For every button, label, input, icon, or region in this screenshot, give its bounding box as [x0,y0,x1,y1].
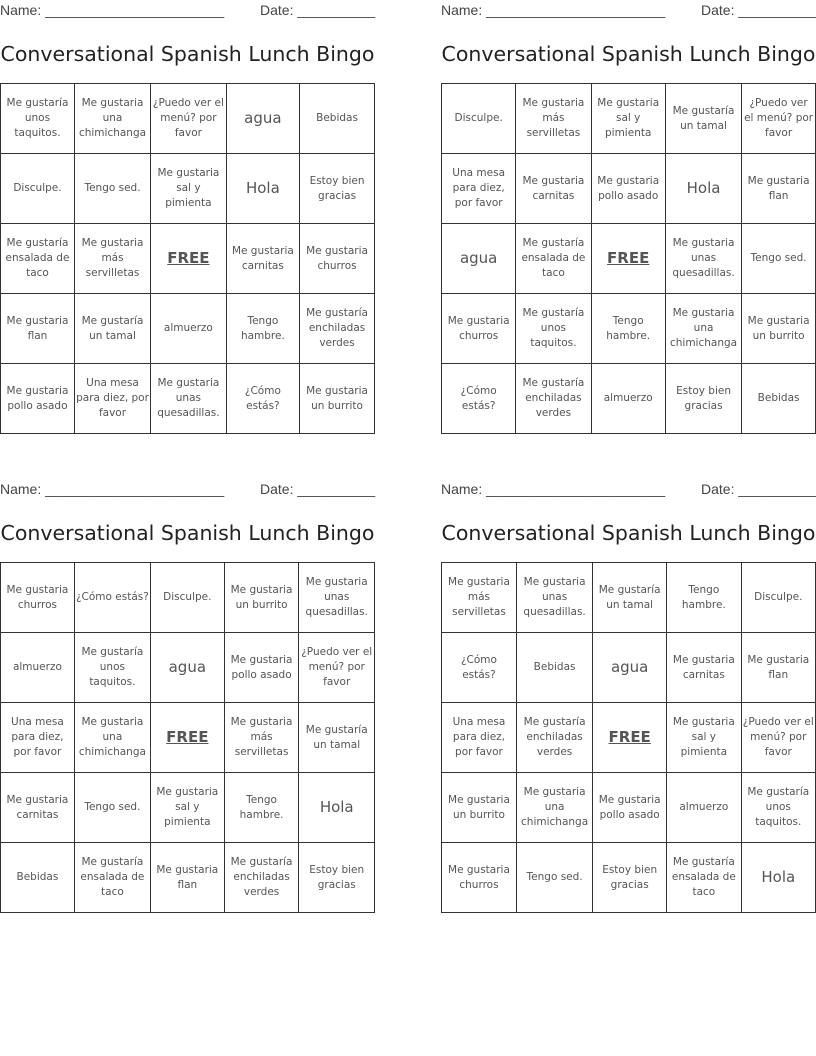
bingo-cell: ¿Cómo estás? [226,364,299,434]
bingo-cell: Me gustaría ensalada de taco [516,224,591,294]
bingo-row [1,154,375,224]
name-field: Name: _______________________ [0,481,225,497]
bingo-cell: ¿Cómo estás? [74,563,150,633]
card-title: Conversational Spanish Lunch Bingo [441,521,816,545]
bingo-cell: Me gustaria una chimichanga [516,773,592,843]
bingo-cell: Hola [665,154,741,224]
bingo-cell: Me gustaría un tamal [665,84,741,154]
bingo-cell: Me gustaria más servilletas [74,224,150,294]
bingo-cell: Me gustaria una chimichanga [74,84,150,154]
bingo-cell: Me gustaría enchiladas verdes [224,843,299,913]
bingo-cell: Bebidas [300,84,375,154]
bingo-cell: Me gustaría enchiladas verdes [516,703,592,773]
bingo-cell: agua [226,84,299,154]
bingo-cell: Tengo sed. [516,843,592,913]
card-title: Conversational Spanish Lunch Bingo [441,42,816,66]
free-space-cell: FREE [151,224,227,294]
bingo-cell: agua [150,633,224,703]
bingo-cell: Me gustaria carnitas [226,224,299,294]
date-field: Date: __________ [701,481,816,497]
bingo-cell: Me gustaria una chimichanga [74,703,150,773]
bingo-cell: Hola [741,843,815,913]
bingo-cell: ¿Puedo ver el menú? por favor [742,84,816,154]
date-field: Date: __________ [260,481,376,497]
bingo-cell: Me gustaria churros [1,563,75,633]
name-field: Name: _______________________ [441,481,666,497]
free-space-cell: FREE [593,703,667,773]
bingo-row [442,563,816,633]
bingo-row [442,364,816,434]
bingo-cell: Disculpe. [442,84,516,154]
bingo-cell: Me gustaría ensalada de taco [1,224,75,294]
bingo-card-1 [0,0,375,432]
bingo-cell: Me gustaría un tamal [299,703,375,773]
bingo-cell: Me gustaria sal y pimienta [667,703,741,773]
bingo-cell: Disculpe. [150,563,224,633]
bingo-cell: Me gustaría unos taquitos. [74,633,150,703]
bingo-grid [441,562,816,913]
bingo-cell: Tengo sed. [742,224,816,294]
bingo-cell: Hola [299,773,375,843]
bingo-cell: ¿Cómo estás? [442,364,516,434]
date-field: Date: __________ [260,2,376,18]
bingo-row [442,703,816,773]
bingo-cell: Me gustaria pollo asado [593,773,667,843]
bingo-row [1,773,375,843]
bingo-card-3 [0,479,375,911]
name-date-row [441,481,816,499]
free-space-cell: FREE [150,703,224,773]
bingo-cell: ¿Cómo estás? [442,633,517,703]
bingo-card-2 [441,0,816,432]
bingo-cell: Me gustaria flan [742,154,816,224]
bingo-row [442,773,816,843]
bingo-cell: Me gustaria pollo asado [1,364,75,434]
bingo-cell: Me gustaría ensalada de taco [74,843,150,913]
bingo-cell: Me gustaria carnitas [667,633,741,703]
bingo-cell: Una mesa para diez, por favor [442,154,516,224]
bingo-cell: Me gustaria sal y pimienta [151,154,227,224]
bingo-row [1,563,375,633]
bingo-row [442,84,816,154]
bingo-cell: Me gustaria unas quesadillas. [516,563,592,633]
bingo-cell: agua [442,224,516,294]
bingo-cell: Bebidas [742,364,816,434]
bingo-cell: Una mesa para diez, por favor [442,703,517,773]
name-field: Name: _______________________ [441,2,666,18]
card-title: Conversational Spanish Lunch Bingo [0,42,375,66]
bingo-cell: ¿Puedo ver el menú? por favor [741,703,815,773]
bingo-cell: Me gustaria un burrito [224,563,299,633]
bingo-cell: Me gustaria un burrito [442,773,517,843]
bingo-cell: almuerzo [151,294,227,364]
bingo-cell: Me gustaria carnitas [516,154,591,224]
bingo-cell: Estoy bien gracias [299,843,375,913]
bingo-cell: Bebidas [516,633,592,703]
bingo-cell: Me gustaria churros [442,843,517,913]
bingo-cell: Una mesa para diez, por favor [74,364,150,434]
card-title: Conversational Spanish Lunch Bingo [0,521,375,545]
bingo-cell: Me gustaria pollo asado [591,154,665,224]
bingo-cell: Disculpe. [741,563,815,633]
bingo-cell: Me gustaria sal y pimienta [150,773,224,843]
bingo-cell: Estoy bien gracias [300,154,375,224]
bingo-cell: Me gustaría unos taquitos. [741,773,815,843]
bingo-row [1,703,375,773]
bingo-row [442,633,816,703]
bingo-cell: Tengo hambre. [226,294,299,364]
bingo-cell: Me gustaria churros [442,294,516,364]
bingo-cell: Una mesa para diez, por favor [1,703,75,773]
bingo-cell: Me gustaria carnitas [1,773,75,843]
bingo-cell: Disculpe. [1,154,75,224]
bingo-row [442,294,816,364]
bingo-cell: Tengo sed. [74,154,150,224]
bingo-cell: Me gustaria un burrito [742,294,816,364]
bingo-row [442,154,816,224]
bingo-cell: Me gustaria más servilletas [224,703,299,773]
name-date-row [0,2,375,20]
bingo-cell: Me gustaria más servilletas [516,84,591,154]
bingo-cell: Bebidas [1,843,75,913]
bingo-cell: Me gustaria flan [741,633,815,703]
bingo-cell: Tengo hambre. [591,294,665,364]
bingo-cell: Me gustaria sal y pimienta [591,84,665,154]
bingo-cell: Tengo sed. [74,773,150,843]
bingo-cell: Me gustaria flan [1,294,75,364]
bingo-cell: Me gustaria unas quesadillas. [151,364,227,434]
bingo-cell: Me gustaría un tamal [593,563,667,633]
bingo-cell: Tengo hambre. [667,563,741,633]
bingo-cell: Tengo hambre. [224,773,299,843]
bingo-cell: Me gustaria más servilletas [442,563,517,633]
bingo-grid [441,83,816,434]
bingo-cell: Me gustaría un tamal [74,294,150,364]
bingo-cell: Me gustaría unos taquitos. [1,84,75,154]
free-space-cell: FREE [591,224,665,294]
date-field: Date: __________ [701,2,816,18]
bingo-cell: almuerzo [1,633,75,703]
bingo-grid [0,83,375,434]
bingo-cell: agua [593,633,667,703]
bingo-cell: almuerzo [591,364,665,434]
bingo-cell: ¿Puedo ver el menú? por favor [299,633,375,703]
bingo-cell: Me gustaria unas quesadillas. [665,224,741,294]
bingo-row [1,294,375,364]
bingo-cell: Me gustaria pollo asado [224,633,299,703]
bingo-row [1,224,375,294]
bingo-cell: almuerzo [667,773,741,843]
bingo-cell: Hola [226,154,299,224]
bingo-cell: Estoy bien gracias [665,364,741,434]
bingo-cell: Me gustaria unas quesadillas. [299,563,375,633]
bingo-cell: Me gustaría unos taquitos. [516,294,591,364]
bingo-row [1,633,375,703]
bingo-row [1,84,375,154]
bingo-cell: Me gustaria flan [150,843,224,913]
bingo-row [1,364,375,434]
bingo-cell: ¿Puedo ver el menú? por favor [151,84,227,154]
name-date-row [0,481,375,499]
bingo-cell: Me gustaria un burrito [300,364,375,434]
bingo-row [1,843,375,913]
bingo-cell: Me gustaria churros [300,224,375,294]
bingo-card-4 [441,479,816,911]
bingo-row [442,224,816,294]
bingo-cell: Me gustaría enchiladas verdes [300,294,375,364]
bingo-grid [0,562,375,913]
bingo-row [442,843,816,913]
bingo-cell: Me gustaría enchiladas verdes [516,364,591,434]
bingo-cell: Estoy bien gracias [593,843,667,913]
name-date-row [441,2,816,20]
bingo-cell: Me gustaría ensalada de taco [667,843,741,913]
name-field: Name: _______________________ [0,2,225,18]
bingo-cell: Me gustaria una chimichanga [665,294,741,364]
